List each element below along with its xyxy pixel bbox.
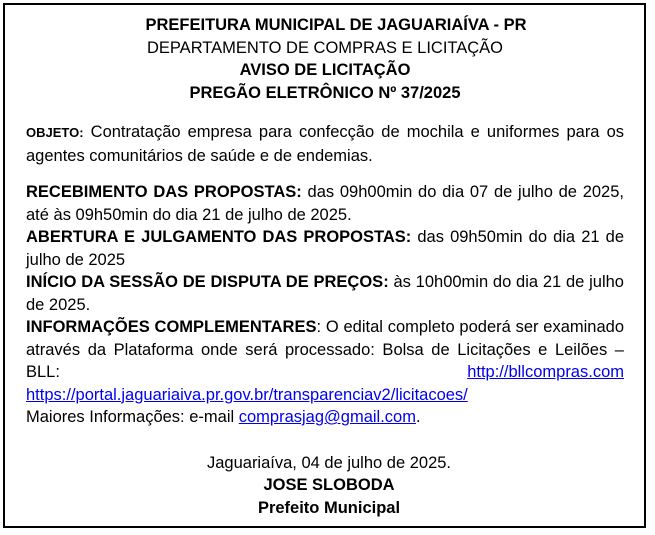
- informacoes-label: INFORMAÇÕES COMPLEMENTARES: [26, 318, 317, 336]
- closing-section: [26, 452, 624, 520]
- recebimento-paragraph: [26, 181, 624, 226]
- inicio-text: às 10h00min do dia 21 de julho de 2025.: [26, 273, 624, 314]
- informacoes-text: : O edital completo poderá ser examinado através da Plataforma onde será processado: Bolsa de Licitações e Leilões – BLL:: [26, 318, 625, 381]
- inicio-paragraph: [26, 271, 624, 316]
- bll-link[interactable]: http://bllcompras.com: [467, 363, 624, 381]
- department-title: DEPARTAMENTO DE COMPRAS E LICITAÇÃO: [146, 38, 504, 57]
- schedule-section: [26, 181, 624, 429]
- email-link[interactable]: comprasjag@gmail.com: [238, 408, 416, 426]
- recebimento-text: das 09h00min do dia 07 de julho de 2025, até às 09h50min do dia 21 de julho de 2025.: [26, 183, 624, 224]
- pregao-number-title: PREGÃO ELETRÔNICO Nº 37/2025: [189, 83, 461, 102]
- inicio-label: INÍCIO DA SESSÃO DE DISPUTA DE PREÇOS:: [26, 273, 389, 291]
- contact-paragraph: [26, 406, 624, 429]
- abertura-label: ABERTURA E JULGAMENTO DAS PROPOSTAS:: [26, 228, 412, 246]
- contact-suffix: .: [415, 408, 421, 426]
- signatory-title: Prefeito Municipal: [257, 498, 401, 517]
- objeto-label: OBJETO:: [26, 125, 84, 140]
- municipality-title: PREFEITURA MUNICIPAL DE JAGUARIAÍVA - PR: [145, 16, 527, 34]
- objeto-section: [26, 121, 624, 167]
- portal-link[interactable]: https://portal.jaguariaiva.pr.gov.br/transparenciav2/licitacoes/: [26, 385, 468, 404]
- licitacao-notice: [3, 3, 646, 528]
- notice-type-title: AVISO DE LICITAÇÃO: [239, 61, 411, 79]
- recebimento-label: RECEBIMENTO DAS PROPOSTAS:: [26, 183, 302, 201]
- notice-header: [26, 14, 624, 104]
- signatory-name: JOSE SLOBODA: [263, 476, 395, 494]
- informacoes-paragraph: [26, 316, 624, 406]
- abertura-text: das 09h50min do dia 21 de julho de 2025: [26, 228, 625, 269]
- contact-prefix: Maiores Informações: e-mail: [26, 408, 239, 426]
- objeto-text: Contratação empresa para confecção de mochila e uniformes para os agentes comunitários de saúde e de endemias.: [26, 123, 624, 165]
- place-date: Jaguariaíva, 04 de julho de 2025.: [206, 453, 452, 472]
- abertura-paragraph: [26, 226, 624, 271]
